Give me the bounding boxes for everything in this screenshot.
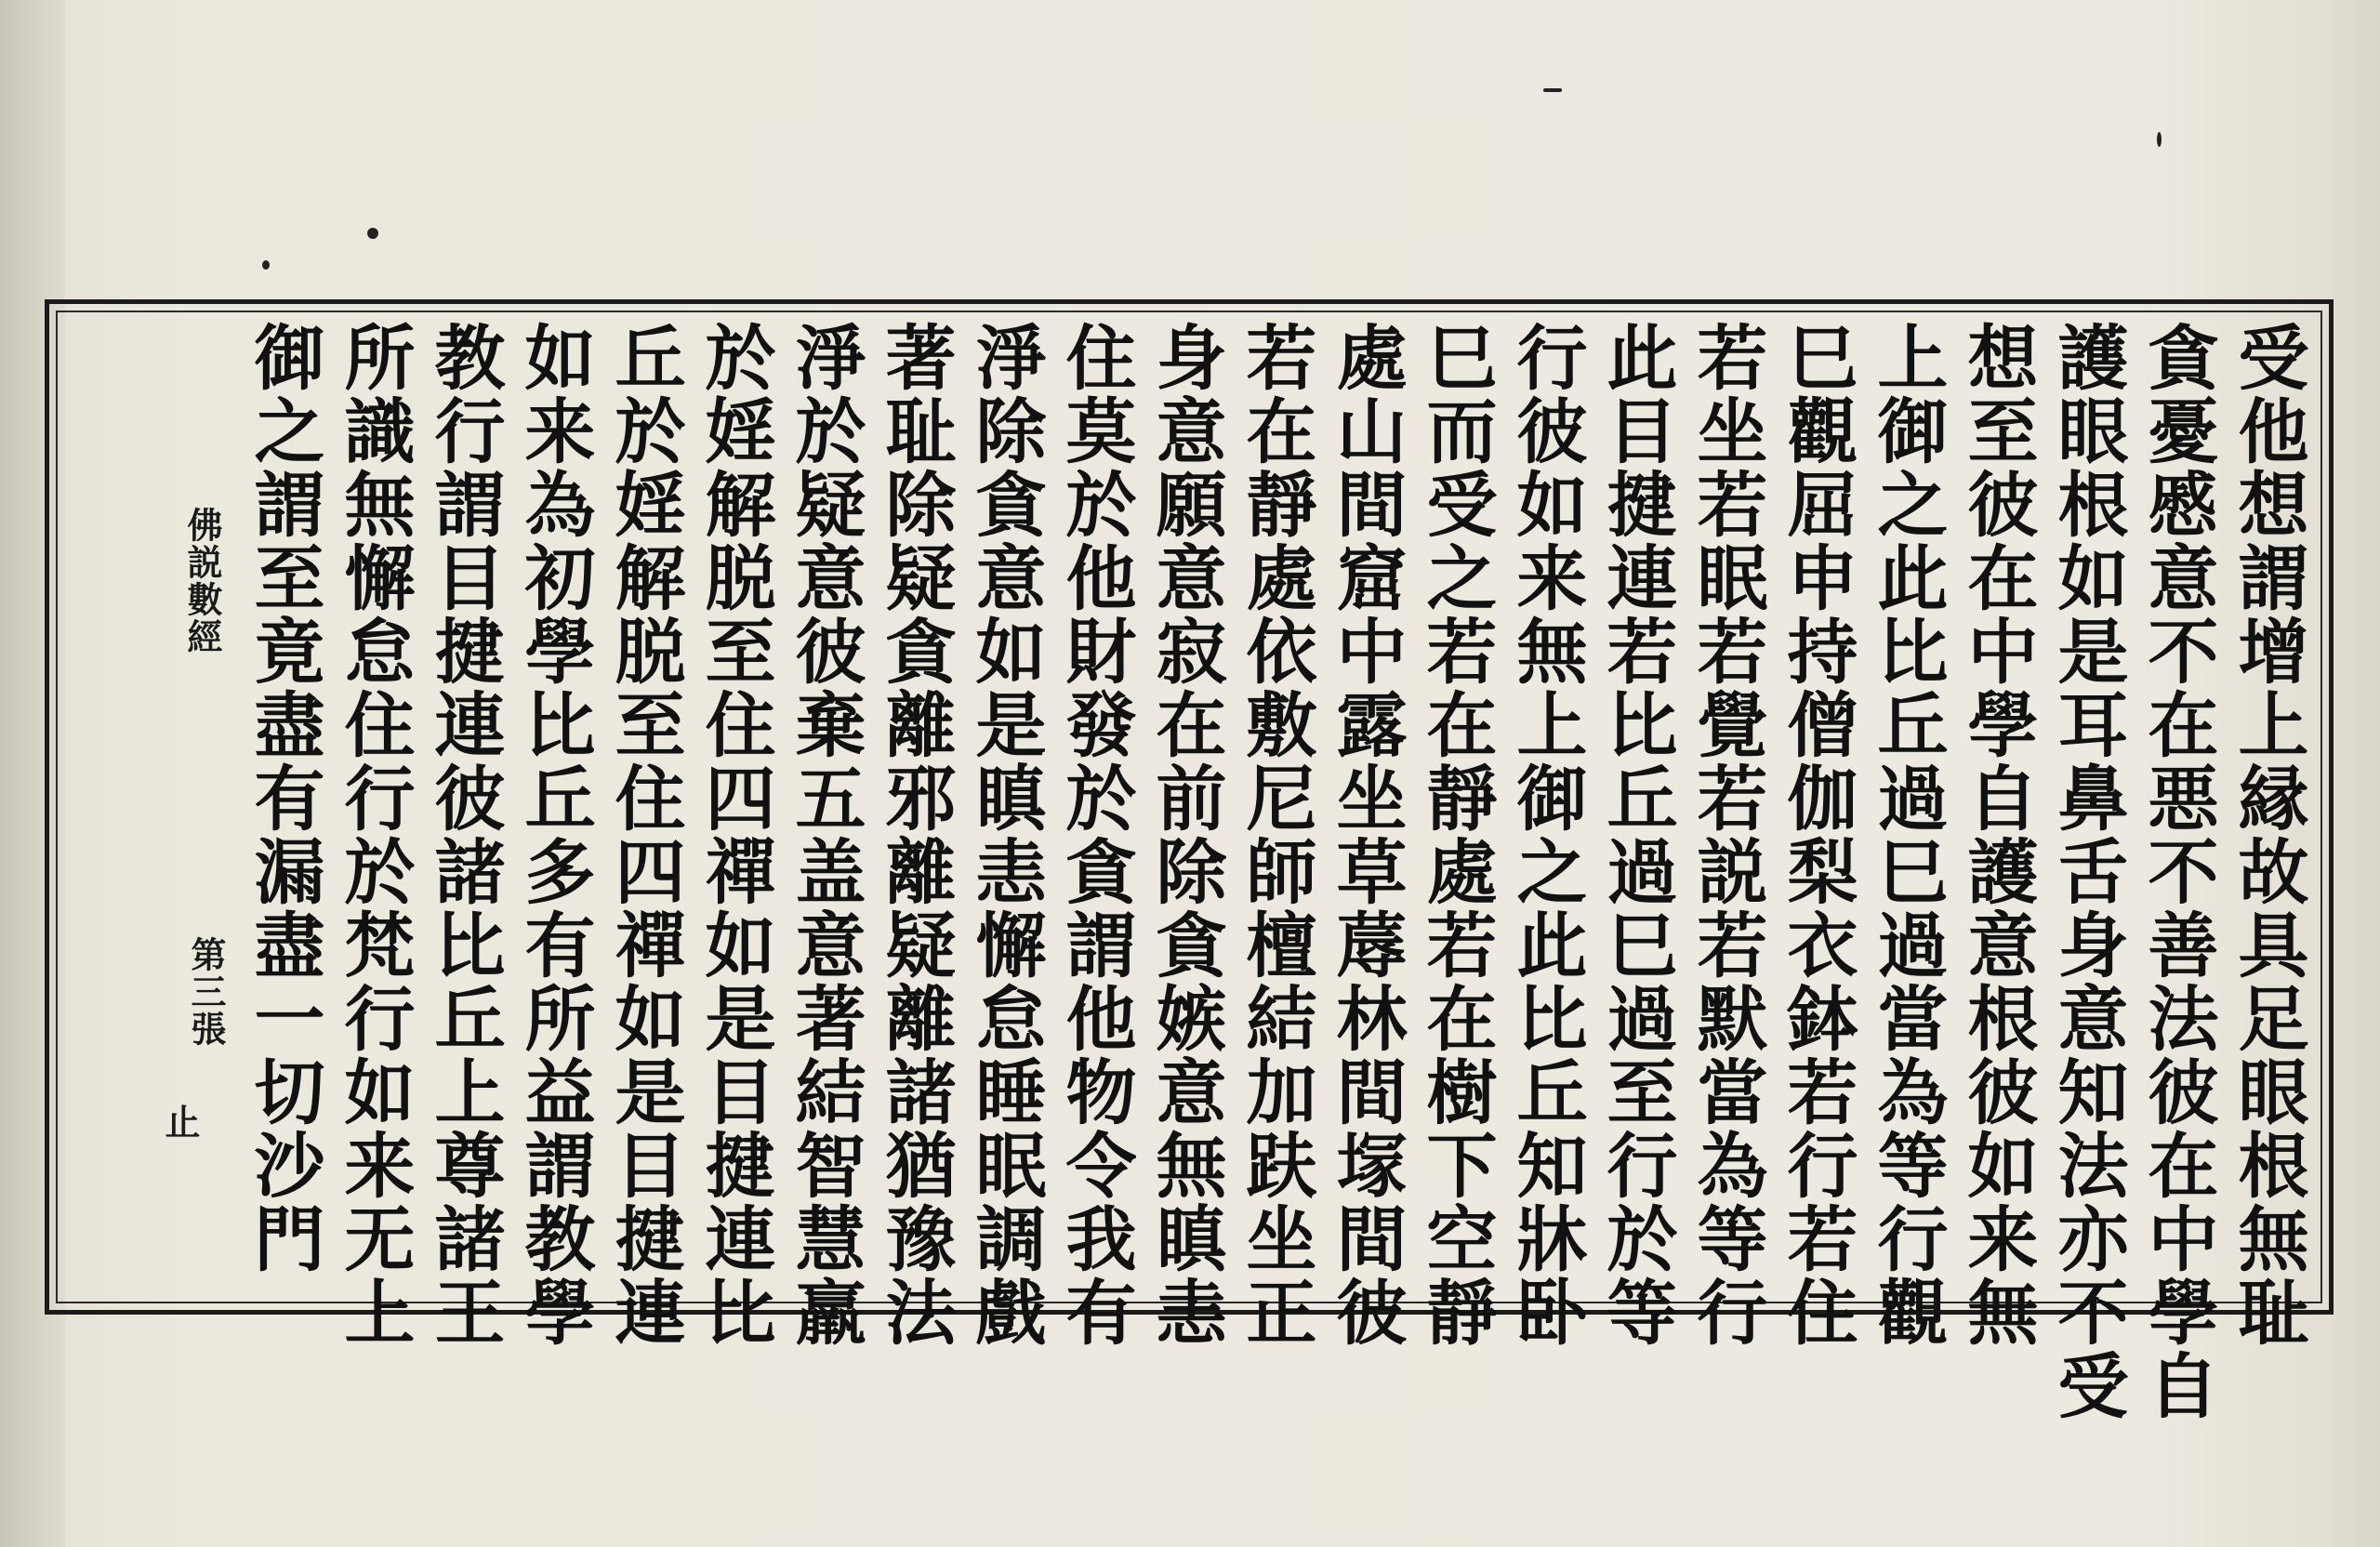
ink-speck	[262, 260, 270, 270]
text-column: 處山間窟中露坐草蓐林間塜間彼	[1325, 321, 1408, 1349]
text-column: 想至彼在中學自護意根彼如来無	[1956, 321, 2039, 1349]
text-column: 巳而受之若在靜處若在樹下空靜	[1415, 321, 1498, 1349]
text-column: 行彼如来無上御之此比丘知牀卧	[1505, 321, 1588, 1349]
ink-speck	[367, 228, 378, 239]
text-column: 淨於疑意彼棄五盖意著結智慧羸	[784, 321, 866, 1349]
text-frame	[45, 299, 2334, 1422]
text-column: 淨除貪意如是瞋恚懈怠睡眠調戲	[964, 321, 1047, 1349]
text-column: 如来為初學比丘多有所益謂教學	[513, 321, 596, 1349]
colophon-title: 佛説數經	[181, 507, 223, 655]
text-column: 所識無懈怠住行於梵行如来无上	[333, 321, 416, 1349]
text-column: 於婬解脱至住四禪如是目揵連比	[694, 321, 776, 1349]
text-column: 受他想謂增上縁故具足眼根無耻	[2227, 321, 2309, 1349]
text-column: 著耻除疑貪離邪離疑離諸猶豫法	[874, 321, 957, 1349]
ink-speck	[2157, 132, 2162, 147]
text-column: 丘於婬解脱至住四禪如是目揵連	[603, 321, 686, 1349]
text-column: 護眼根如是耳鼻舌身意知法亦不受	[2046, 321, 2129, 1422]
colophon-end: 止	[159, 1104, 201, 1139]
text-column: 教行謂目揵連彼諸比丘上尊諸王	[423, 321, 506, 1349]
text-column: 此目揵連若比丘過巳過至行於等	[1595, 321, 1678, 1349]
text-column: 御之謂至竟盡有漏盡一切沙門	[243, 321, 325, 1276]
text-column: 若在靜處依敷尼師檀結加趺坐正	[1235, 321, 1317, 1349]
text-column: 若坐若眠若覺若説若默當為等行	[1686, 321, 1768, 1349]
text-column: 巳觀屈申持僧伽梨衣鉢若行若住	[1776, 321, 1858, 1349]
text-column: 貪憂慼意不在悪不善法彼在中學自	[2136, 321, 2219, 1422]
text-column: 身意願意寂在前除貪嫉意無瞋恚	[1144, 321, 1227, 1349]
colophon-sheet: 第三張	[185, 936, 227, 1048]
text-column: 住莫於他財發於貪謂他物令我有	[1054, 321, 1137, 1349]
text-column: 上御之此比丘過巳過當為等行觀	[1866, 321, 1949, 1349]
ink-speck	[1543, 88, 1562, 92]
